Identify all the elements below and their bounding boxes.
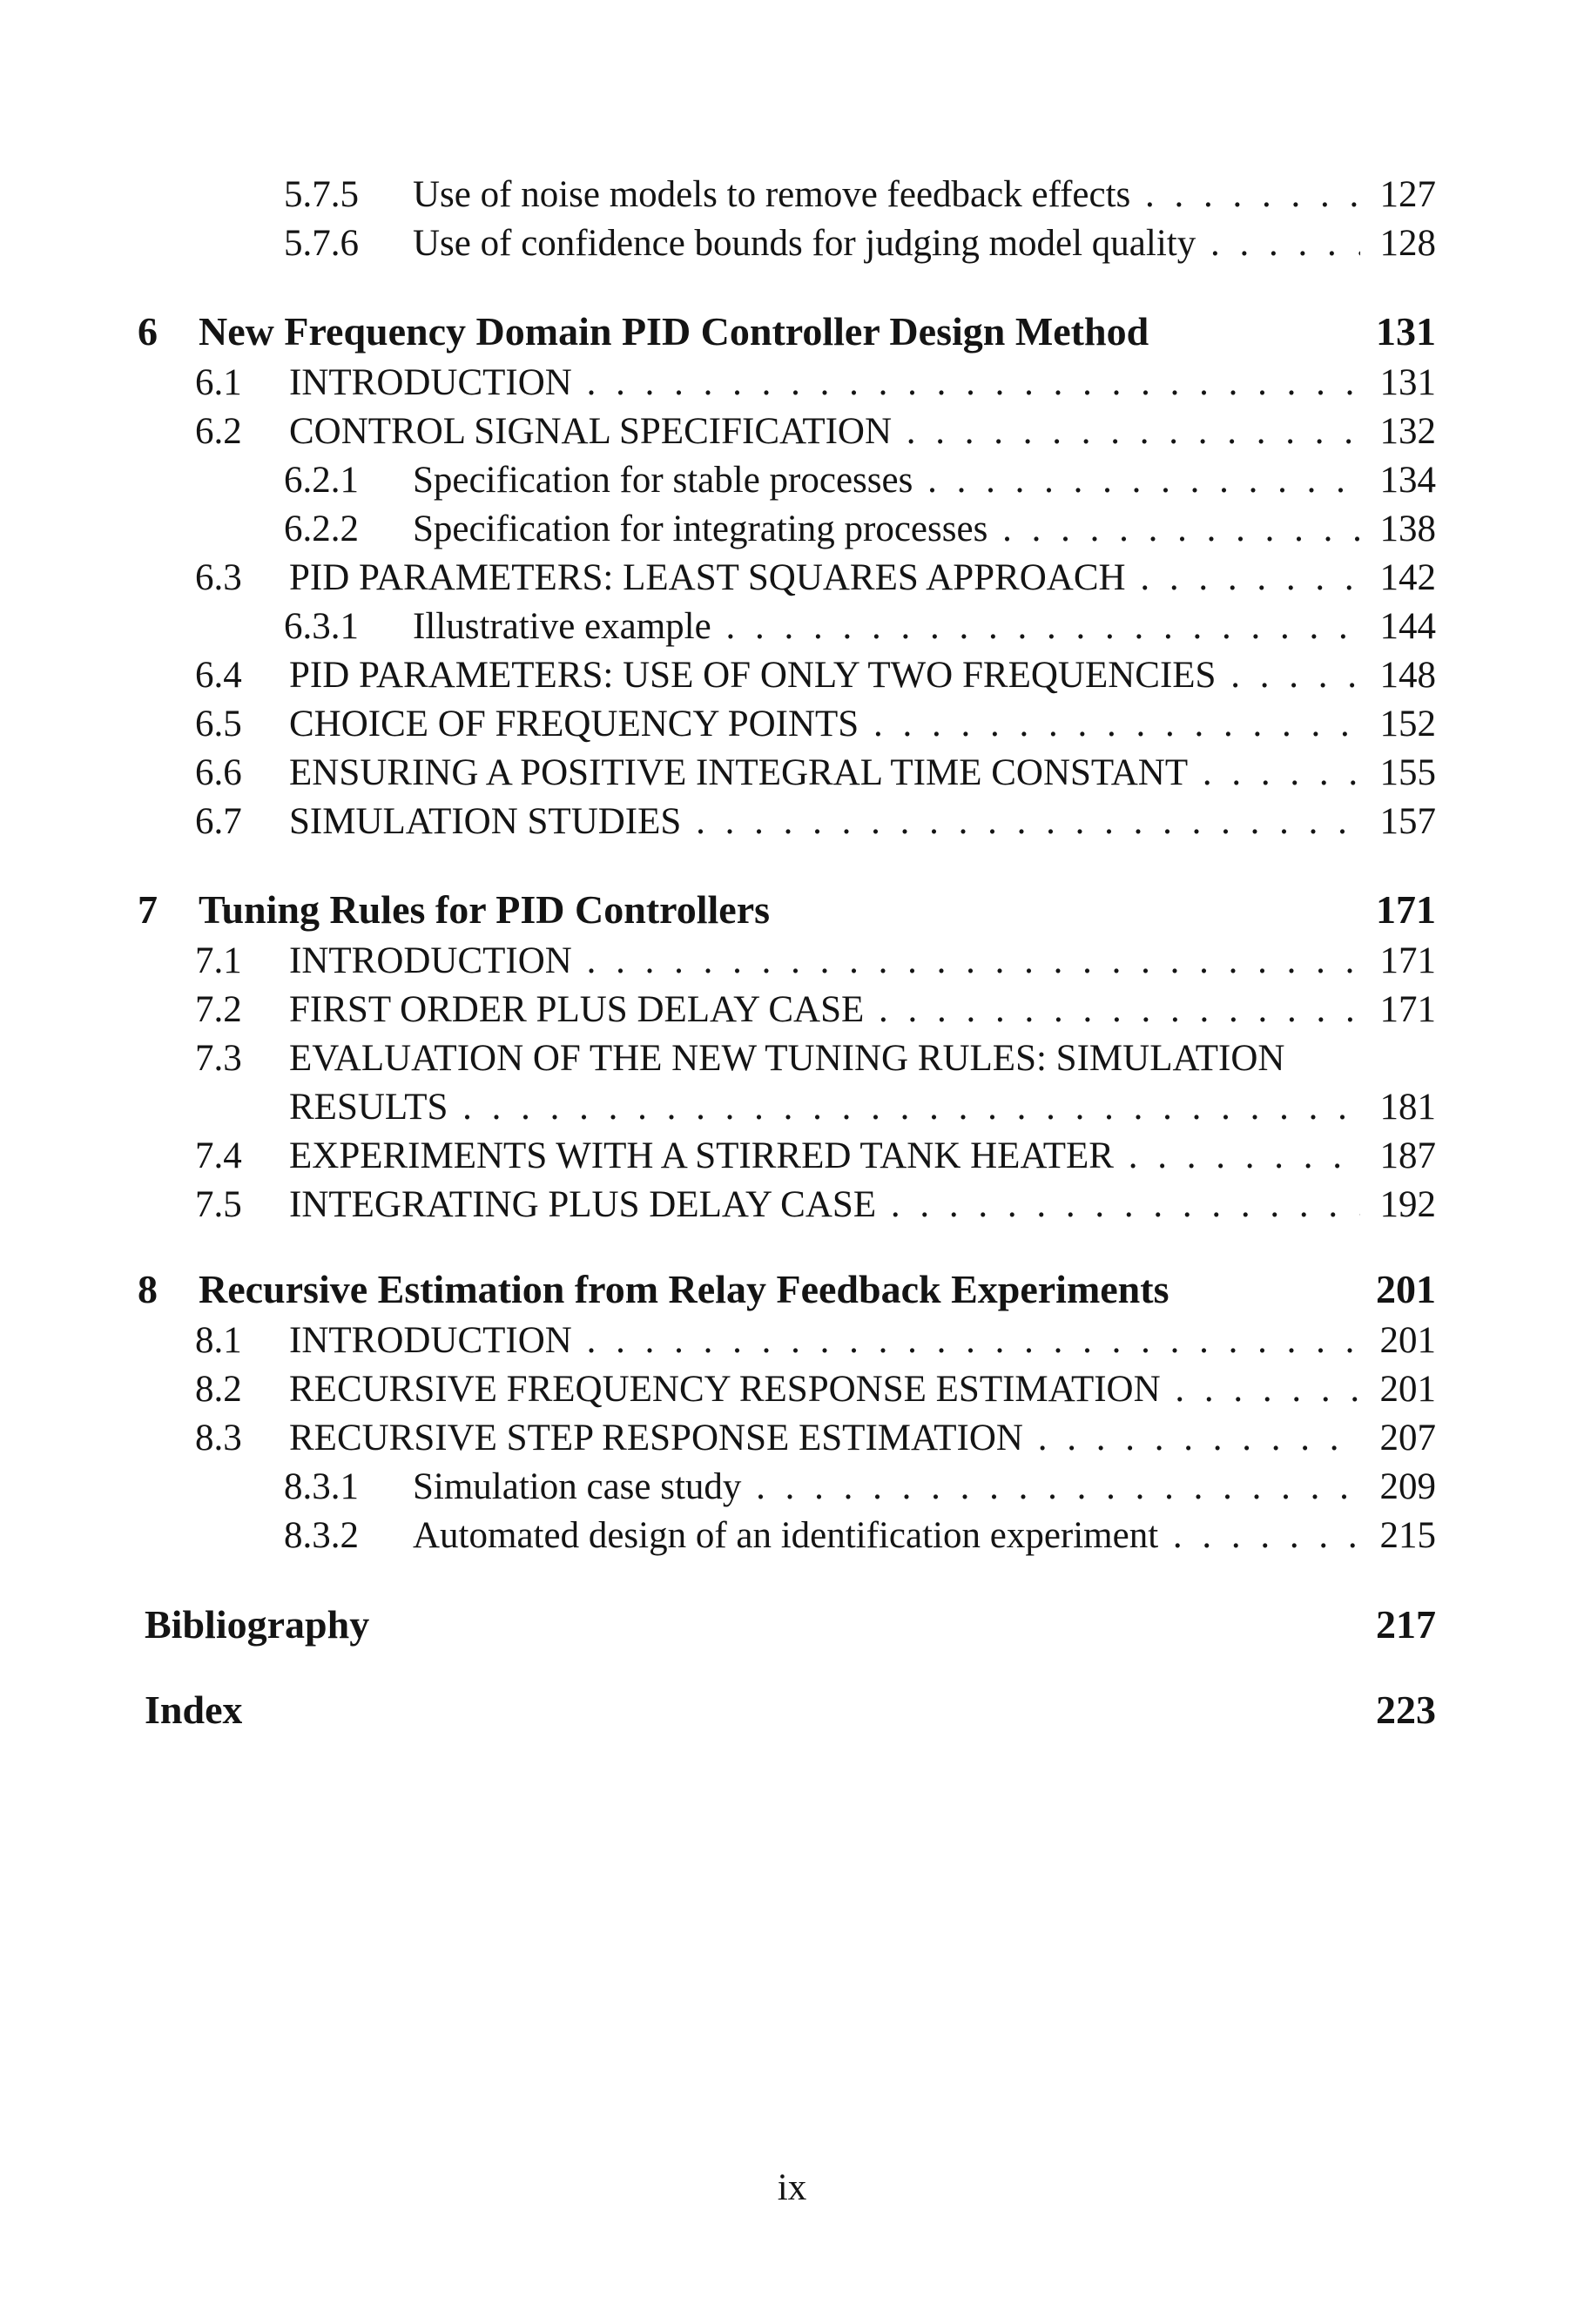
section-number: 6.7 — [195, 801, 242, 842]
section-number: 6.1 — [195, 362, 242, 403]
section-title: RECURSIVE STEP RESPONSE ESTIMATION . . . — [289, 1414, 1360, 1463]
section-number: 5.7.6 — [284, 223, 359, 264]
page-number: 148 — [1379, 655, 1436, 696]
toc-entry-6-1[interactable] — [0, 359, 1584, 408]
section-number: 6.3 — [195, 557, 242, 598]
section-title: INTEGRATING PLUS DELAY CASE . . . — [289, 1181, 1360, 1229]
toc-entry-7-3[interactable] — [0, 1034, 1584, 1083]
section-number: 6.2 — [195, 411, 242, 452]
bibliography-title: Bibliography — [145, 1602, 370, 1647]
section-title: Specification for stable processes . . . — [413, 456, 1360, 505]
section-title: CHOICE OF FREQUENCY POINTS . . . — [289, 700, 1360, 749]
toc-entry-8-3[interactable] — [0, 1414, 1584, 1463]
toc-chapter-8[interactable] — [0, 1265, 1584, 1314]
toc-entry-6-3[interactable] — [0, 554, 1584, 603]
page-number: 131 — [1379, 362, 1436, 403]
section-title: SIMULATION STUDIES . . . — [289, 798, 1360, 846]
section-number: 6.2.1 — [284, 460, 359, 501]
toc-entry-8-3-1[interactable] — [0, 1463, 1584, 1512]
section-number: 6.3.1 — [284, 606, 359, 647]
section-title: Simulation case study . . . — [413, 1463, 1360, 1512]
section-number: 7.5 — [195, 1184, 242, 1225]
toc-entry-8-3-2[interactable] — [0, 1512, 1584, 1560]
page-number: 201 — [1376, 1267, 1436, 1311]
page-number: 207 — [1379, 1418, 1436, 1458]
page-number: 192 — [1379, 1184, 1436, 1225]
page-number: 187 — [1379, 1135, 1436, 1176]
page-number: 171 — [1379, 940, 1436, 981]
section-title: Use of confidence bounds for judging model quality . . . — [413, 219, 1360, 268]
chapter-title: Tuning Rules for PID Controllers — [199, 887, 771, 932]
toc-entry-7-2[interactable] — [0, 986, 1584, 1034]
chapter-title: New Frequency Domain PID Controller Design Method — [199, 309, 1149, 354]
chapter-number: 8 — [138, 1267, 158, 1311]
section-number: 8.2 — [195, 1369, 242, 1410]
section-number: 5.7.5 — [284, 174, 359, 215]
section-number: 7.3 — [195, 1038, 242, 1079]
page-number: 128 — [1379, 223, 1436, 264]
toc-chapter-6[interactable] — [0, 307, 1584, 356]
toc-entry-5-7-6[interactable] — [0, 219, 1584, 268]
toc-bibliography[interactable] — [0, 1600, 1584, 1649]
toc-entry-7-4[interactable] — [0, 1132, 1584, 1181]
page-number: 181 — [1379, 1087, 1436, 1128]
section-title: RECURSIVE FREQUENCY RESPONSE ESTIMATION . . . — [289, 1365, 1360, 1414]
section-number: 8.3.2 — [284, 1515, 359, 1556]
page-number: 142 — [1379, 557, 1436, 598]
section-title: PID PARAMETERS: LEAST SQUARES APPROACH . . . — [289, 554, 1360, 603]
section-number: 7.1 — [195, 940, 242, 981]
page-number: 157 — [1379, 801, 1436, 842]
toc-entry-6-7[interactable] — [0, 798, 1584, 846]
chapter-title: Recursive Estimation from Relay Feedback Experiments — [199, 1267, 1169, 1311]
page-folio: ix — [777, 2167, 807, 2208]
page-number: 138 — [1379, 509, 1436, 549]
section-number: 8.3 — [195, 1418, 242, 1458]
page-number: 131 — [1376, 309, 1436, 354]
page-number: 201 — [1379, 1369, 1436, 1410]
page-number: 217 — [1376, 1602, 1436, 1647]
section-number: 6.6 — [195, 752, 242, 793]
chapter-number: 6 — [138, 309, 158, 354]
section-number: 6.5 — [195, 704, 242, 744]
section-number: 6.4 — [195, 655, 242, 696]
toc-entry-8-2[interactable] — [0, 1365, 1584, 1414]
page-number: 209 — [1379, 1466, 1436, 1507]
section-number: 7.4 — [195, 1135, 242, 1176]
section-title: INTRODUCTION . . . — [289, 937, 1360, 986]
section-title: CONTROL SIGNAL SPECIFICATION . . . — [289, 408, 1360, 456]
toc-chapter-7[interactable] — [0, 886, 1584, 934]
section-title: INTRODUCTION . . . — [289, 1317, 1360, 1365]
page-number: 132 — [1379, 411, 1436, 452]
toc-entry-6-5[interactable] — [0, 700, 1584, 749]
toc-entry-8-1[interactable] — [0, 1317, 1584, 1365]
toc-entry-6-6[interactable] — [0, 749, 1584, 798]
section-number: 8.1 — [195, 1320, 242, 1361]
toc-entry-7-1[interactable] — [0, 937, 1584, 986]
page-number: 171 — [1379, 989, 1436, 1030]
toc-entry-5-7-5[interactable] — [0, 171, 1584, 219]
chapter-number: 7 — [138, 887, 158, 932]
toc-index[interactable] — [0, 1686, 1584, 1735]
toc-entry-7-3-continued[interactable] — [0, 1083, 1584, 1132]
page-number: 144 — [1379, 606, 1436, 647]
section-title: INTRODUCTION . . . — [289, 359, 1360, 408]
page-number: 155 — [1379, 752, 1436, 793]
toc-entry-6-2-2[interactable] — [0, 505, 1584, 554]
section-title: Use of noise models to remove feedback effects . . . — [413, 171, 1360, 219]
section-title: Illustrative example . . . — [413, 603, 1360, 651]
toc-entry-7-5[interactable] — [0, 1181, 1584, 1229]
toc-entry-6-3-1[interactable] — [0, 603, 1584, 651]
page-number: 127 — [1379, 174, 1436, 215]
page-number: 171 — [1376, 887, 1436, 932]
section-title: FIRST ORDER PLUS DELAY CASE . . . — [289, 986, 1360, 1034]
section-title: ENSURING A POSITIVE INTEGRAL TIME CONSTANT . . . — [289, 749, 1360, 798]
toc-entry-6-4[interactable] — [0, 651, 1584, 700]
section-title: PID PARAMETERS: USE OF ONLY TWO FREQUENCIES . . . — [289, 651, 1360, 700]
page-number: 201 — [1379, 1320, 1436, 1361]
page-number: 215 — [1379, 1515, 1436, 1556]
page-number: 223 — [1376, 1687, 1436, 1732]
section-number: 6.2.2 — [284, 509, 359, 549]
section-number: 7.2 — [195, 989, 242, 1030]
section-title: Specification for integrating processes . . . — [413, 505, 1360, 554]
section-title: EXPERIMENTS WITH A STIRRED TANK HEATER . . . — [289, 1132, 1360, 1181]
section-title: EVALUATION OF THE NEW TUNING RULES: SIMULATION — [289, 1038, 1285, 1079]
index-title: Index — [145, 1687, 243, 1732]
section-title: Automated design of an identification experiment . . . — [413, 1512, 1360, 1560]
section-title-continued: RESULTS . . . — [289, 1083, 1360, 1132]
toc-entry-6-2[interactable] — [0, 408, 1584, 456]
page-number: 152 — [1379, 704, 1436, 744]
section-number: 8.3.1 — [284, 1466, 359, 1507]
page-number: 134 — [1379, 460, 1436, 501]
toc-entry-6-2-1[interactable] — [0, 456, 1584, 505]
